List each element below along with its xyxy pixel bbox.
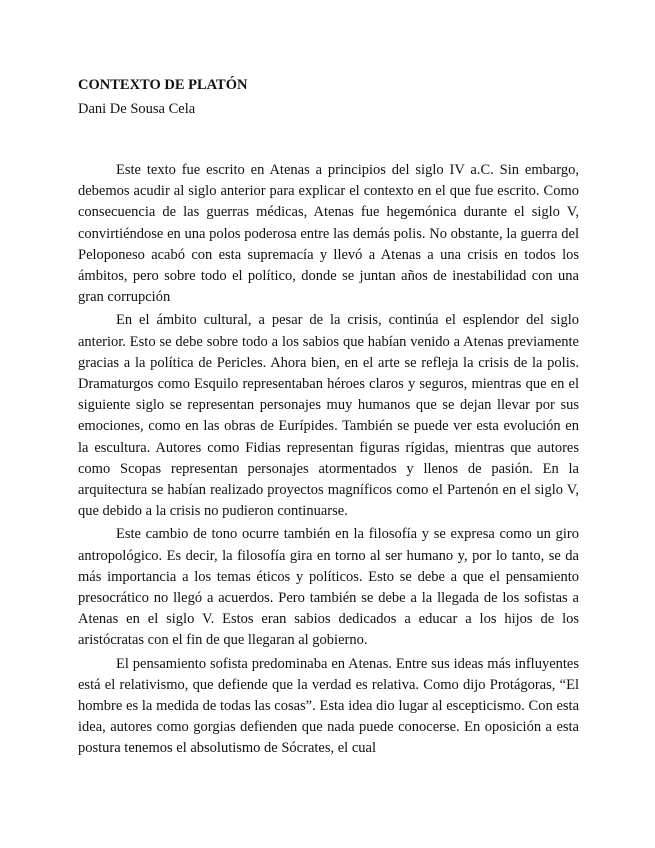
document-title: CONTEXTO DE PLATÓN <box>78 77 248 93</box>
document-body <box>78 160 579 760</box>
paragraph-1: Este texto fue escrito en Atenas a principios del siglo IV a.C. Sin embargo, debemos acudir al siglo anterior para explicar el contexto en el que fue escrito. Como consecuencia de las guerras médicas, Atenas fue hegemónica durante el siglo V, convirtiéndose en una polos poderosa entre las demás polis. No obstante, la guerra del Peloponeso acabó con esta supremacía y llevó a Atenas a una crisis en todos los ámbitos, pero sobre todo el político, donde se juntan años de inestabilidad con una gran corrupción <box>78 162 579 306</box>
paragraph-3: Este cambio de tono ocurre también en la filosofía y se expresa como un giro antropológico. Es decir, la filosofía gira en torno al ser humano y, por lo tanto, se da más importancia a los temas éticos y políticos. Esto se debe a que el pensamiento presocrático no llegó a acuerdos. Pero también se debe a la llegada de los sofistas a Atenas en el siglo V. Estos eran sabios dedicados a educar a los hijos de los aristócratas con el fin de que llegaran al gobierno. <box>78 526 579 649</box>
paragraph-2: En el ámbito cultural, a pesar de la crisis, continúa el esplendor del siglo anterior. Esto se debe sobre todo a los sabios que habían venido a Atenas previamente gracias a la política de Pericles. Ahora bien, en el arte se refleja la crisis de la polis. Dramaturgos como Esquilo representaban héroes claros y seguros, mientras que en el siguiente siglo se representan personajes muy humanos que se dejan llevar por sus emociones, como en las obras de Eurípides. También se puede ver esta evolución en la escultura. Autores como Fidias representan figuras rígidas, mientras que autores como Scopas representan personajes atormentados y llenos de pasión. En la arquitectura se habían realizado proyectos magníficos como el Partenón en el siglo V, que debido a la crisis no pudieron continuarse. <box>78 312 579 520</box>
document-author: Dani De Sousa Cela <box>78 101 196 117</box>
paragraph-4: El pensamiento sofista predominaba en Atenas. Entre sus ideas más influyentes está el relativismo, que defiende que la verdad es relativa. Como dijo Protágoras, “El hombre es la medida de todas las cosas”. Esta idea dio lugar al escepticismo. Con esta idea, autores como gorgias defienden que nada puede conocerse. En oposición a esta postura tenemos el absolutismo de Sócrates, el cual <box>78 655 579 757</box>
